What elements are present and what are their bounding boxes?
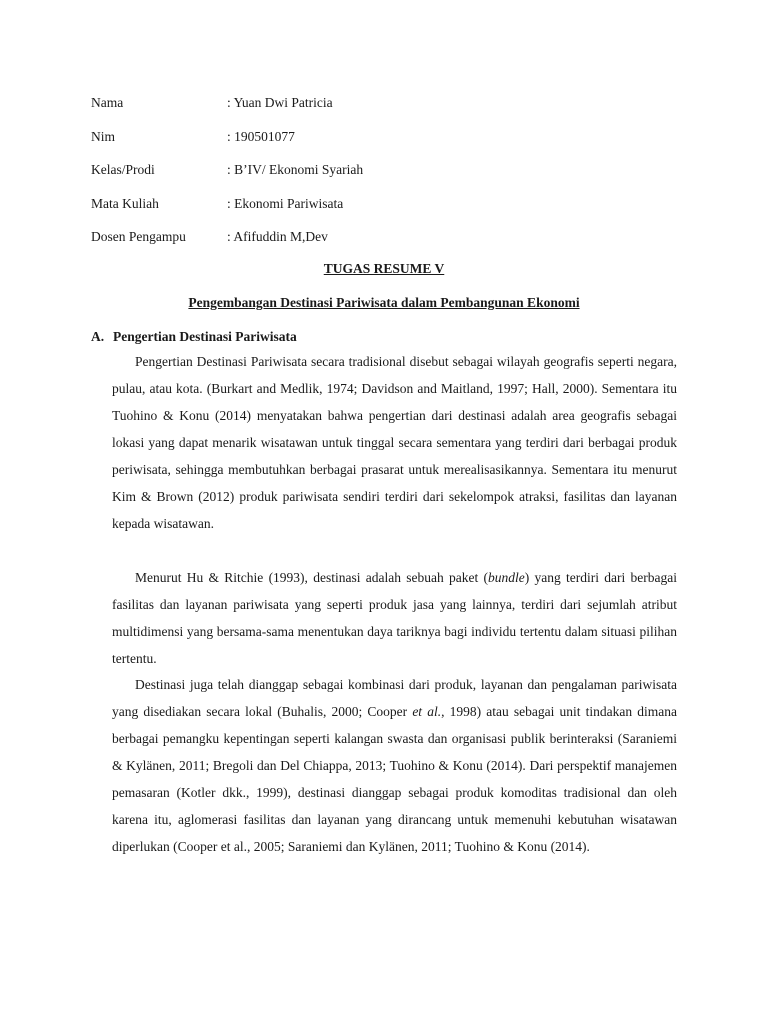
document-title: TUGAS RESUME V — [323, 261, 445, 276]
paragraph-2-part-a: Menurut Hu & Ritchie (1993), destinasi adalah sebuah paket ( — [135, 570, 488, 585]
paragraph-3-text — [112, 671, 677, 860]
info-label-kelas: Kelas/Prodi — [91, 162, 155, 177]
section-title: Pengertian Destinasi Pariwisata — [113, 329, 297, 344]
info-label-nama: Nama — [91, 95, 124, 110]
paragraph-1 — [112, 348, 677, 537]
info-value-nim: : 190501077 — [227, 128, 295, 144]
info-label-nim: Nim — [91, 128, 116, 144]
paragraph-2-italic: bundle — [487, 570, 525, 585]
paragraph-3-part-b: , 1998) atau sebagai unit tindakan dimana berbagai pemangku kepentingan seperti kalangan swasta dan organisasi publik berinteraksi (Saraniemi & Kylänen, 2011; Bregoli dan Del Chiappa, 2013; Tuohino & Konu (2014). Dari perspektif manajemen pemasaran (Kotler dkk., 1999), destinasi dianggap sebagai produk komoditas tradisional dan oleh karena itu, aglomerasi fasilitas dan layanan yang dirancang untuk memenuhi kebutuhan wisatawan diperlukan (Cooper et al., 2005; Saraniemi dan Kylänen, 2011; Tuohino & Konu (2014). — [112, 704, 677, 854]
paragraph-2-text — [112, 564, 677, 672]
info-label-dosen: Dosen Pengampu — [91, 229, 186, 244]
paragraph-3 — [112, 671, 677, 860]
info-label-mata-kuliah: Mata Kuliah — [91, 195, 159, 211]
paragraph-2-part-b: ) yang terdiri dari berbagai fasilitas dan layanan pariwisata yang seperti produk jasa yang lainnya, terdiri dari sejumlah atribut multidimensi yang bersama-sama menentukan daya tariknya bagi individu tertentu dalam situasi pilihan tertentu. — [112, 570, 677, 666]
student-info — [91, 93, 691, 261]
info-row-kelas — [91, 160, 691, 194]
section-letter: A. — [91, 329, 105, 344]
section-heading — [91, 327, 297, 347]
info-row-nama — [91, 93, 691, 127]
paragraph-2 — [112, 564, 677, 672]
info-row-dosen — [91, 227, 691, 261]
paragraph-3-part-a: Destinasi juga telah dianggap sebagai kombinasi dari produk, layanan dan pengalaman pariwisata yang disediakan secara lokal (Buhalis, 2000; Cooper — [112, 677, 677, 719]
info-value-nama: : Yuan Dwi Patricia — [227, 95, 333, 110]
info-value-mata-kuliah: : Ekonomi Pariwisata — [227, 195, 344, 211]
info-row-mata-kuliah — [91, 194, 691, 228]
paragraph-1-text: Pengertian Destinasi Pariwisata secara tradisional disebut sebagai wilayah geografis seperti negara, pulau, atau kota. (Burkart and Medlik, 1974; Davidson and Maitland, 1997; Hall, 2000). Sementara itu Tuohino & Konu (2014) menyatakan bahwa pengertian dari destinasi adalah area geografis sebagai lokasi yang dapat menarik wisatawan untuk tinggal secara sementara yang terdiri dari berbagai produk periwisata, sehingga membutuhkan berbagai prasarat untuk merealisasikannya. Sementara itu menurut Kim & Brown (2012) produk pariwisata sendiri terdiri dari sekelompok atraksi, fasilitas dan layanan kepada wisatawan. — [112, 354, 677, 531]
info-value-kelas: : B’IV/ Ekonomi Syariah — [227, 162, 364, 177]
document-subtitle: Pengembangan Destinasi Pariwisata dalam Pembangunan Ekonomi — [188, 295, 580, 310]
paragraph-3-italic: et al. — [412, 704, 442, 719]
info-value-dosen: : Afifuddin M,Dev — [227, 229, 328, 244]
info-row-nim — [91, 127, 691, 161]
